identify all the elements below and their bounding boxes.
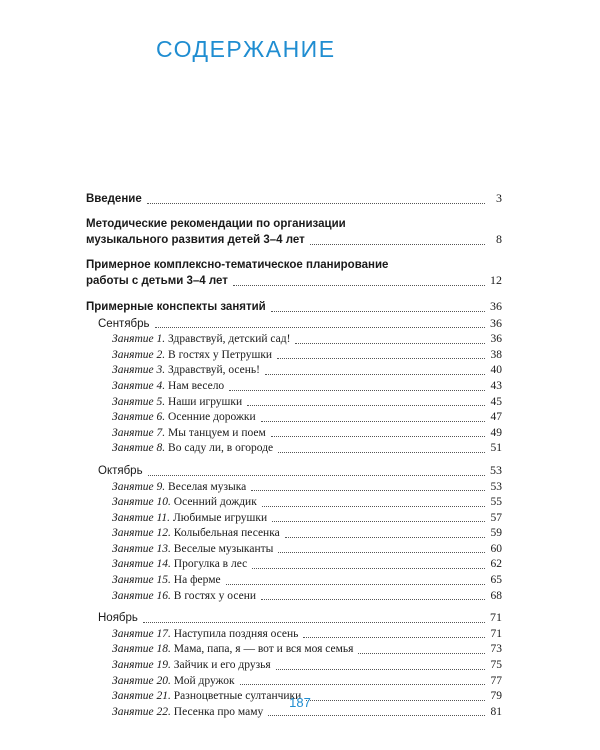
- dot-leader: [271, 435, 485, 437]
- toc-lesson[interactable]: [86, 395, 502, 411]
- dot-leader: [233, 284, 485, 286]
- table-of-contents: [86, 191, 502, 720]
- dot-leader: [278, 451, 485, 453]
- lesson-label: Занятие 6.: [112, 411, 166, 424]
- dot-leader: [265, 373, 485, 375]
- lesson-label: Занятие 5.: [112, 395, 166, 408]
- lesson-label: Занятие 14.: [112, 558, 171, 571]
- lesson-title: Осенний дождик: [173, 496, 257, 509]
- toc-lesson[interactable]: [86, 674, 502, 690]
- toc-month-september[interactable]: [86, 316, 502, 333]
- toc-page-number: 8: [496, 232, 502, 247]
- toc-page-number: 12: [490, 273, 502, 288]
- toc-month-name: Сентябрь: [98, 317, 150, 330]
- toc-page-number: 53: [490, 480, 502, 493]
- lesson-label: Занятие 13.: [112, 542, 171, 555]
- page-title: СОДЕРЖАНИЕ: [156, 36, 336, 62]
- lesson-label: Занятие 15.: [112, 574, 171, 587]
- toc-lesson[interactable]: [86, 332, 502, 348]
- toc-lesson[interactable]: [86, 658, 502, 674]
- lesson-label: Занятие 16.: [112, 589, 171, 602]
- lesson-label: Занятие 21.: [112, 690, 171, 703]
- page-number: 187: [289, 695, 311, 710]
- lesson-label: Занятие 17.: [112, 627, 171, 640]
- toc-section-planning[interactable]: [86, 258, 502, 290]
- toc-section-recommendations[interactable]: [86, 217, 502, 249]
- lesson-title: Во саду ли, в огороде: [168, 442, 274, 455]
- toc-page-number: 71: [490, 627, 502, 640]
- toc-month-november[interactable]: [86, 610, 502, 627]
- lesson-label: Занятие 22.: [112, 705, 171, 718]
- toc-section-title: Примерное комплексно-тематическое планирование: [86, 258, 389, 271]
- toc-page-number: 3: [496, 191, 502, 205]
- dot-leader: [251, 489, 485, 491]
- toc-lesson[interactable]: [86, 573, 502, 589]
- dot-leader: [285, 536, 485, 538]
- lesson-title: В гостях у осени: [173, 589, 257, 602]
- toc-section-title-cont: работы с детьми 3–4 лет: [86, 275, 228, 288]
- dot-leader: [143, 621, 485, 623]
- lesson-title: Здравствуй, осень!: [168, 364, 261, 377]
- toc-section-title: Введение: [86, 193, 142, 205]
- toc-page-number: 79: [490, 690, 502, 703]
- lesson-title: Веселые музыканты: [173, 542, 274, 555]
- dot-leader: [278, 551, 485, 553]
- dot-leader: [303, 636, 485, 638]
- toc-page-number: 65: [490, 574, 502, 587]
- toc-page-number: 51: [490, 442, 502, 455]
- toc-page-number: 71: [490, 610, 502, 625]
- toc-page-number: 36: [490, 315, 502, 330]
- toc-page-number: 68: [490, 589, 502, 602]
- toc-lesson[interactable]: [86, 480, 502, 496]
- toc-lesson[interactable]: [86, 557, 502, 573]
- lesson-title: Наступила поздняя осень: [173, 627, 299, 640]
- toc-lesson[interactable]: [86, 542, 502, 558]
- toc-page-number: 43: [490, 379, 502, 392]
- toc-page-number: 38: [490, 348, 502, 361]
- toc-lesson[interactable]: [86, 526, 502, 542]
- lesson-label: Занятие 1.: [112, 333, 166, 346]
- toc-month-name: Ноябрь: [98, 612, 138, 625]
- dot-leader: [261, 420, 485, 422]
- toc-page-number: 49: [490, 426, 502, 439]
- toc-page-number: 60: [490, 542, 502, 555]
- lesson-label: Занятие 18.: [112, 643, 171, 656]
- lesson-label: Занятие 7.: [112, 426, 166, 439]
- dot-leader: [272, 520, 485, 522]
- lesson-title: Зайчик и его друзья: [173, 659, 271, 672]
- lesson-title: В гостях у Петрушки: [168, 348, 273, 361]
- lesson-title: Мы танцуем и поем: [168, 426, 266, 439]
- lesson-title: Прогулка в лес: [173, 558, 248, 571]
- toc-page-number: 73: [490, 643, 502, 656]
- toc-lesson[interactable]: [86, 627, 502, 643]
- lesson-label: Занятие 12.: [112, 527, 171, 540]
- dot-leader: [358, 652, 485, 654]
- toc-section-title: Примерные конспекты занятий: [86, 300, 266, 313]
- toc-lesson[interactable]: [86, 589, 502, 605]
- toc-lesson[interactable]: [86, 348, 502, 364]
- toc-month-name: Октябрь: [98, 464, 143, 477]
- toc-page-number: 77: [490, 674, 502, 687]
- toc-lesson[interactable]: [86, 379, 502, 395]
- toc-lesson[interactable]: [86, 426, 502, 442]
- toc-page-number: 53: [490, 462, 502, 477]
- lesson-title: Наши игрушки: [168, 395, 243, 408]
- toc-page-number: 40: [490, 364, 502, 377]
- toc-page-number: 59: [490, 527, 502, 540]
- dot-leader: [310, 243, 485, 245]
- dot-leader: [240, 683, 485, 685]
- toc-lesson[interactable]: [86, 410, 502, 426]
- lesson-title: Мама, папа, я — вот и вся моя семья: [173, 643, 354, 656]
- toc-page-number: 47: [490, 411, 502, 424]
- toc-section-title-cont: музыкального развития детей 3–4 лет: [86, 234, 305, 247]
- dot-leader: [147, 202, 485, 204]
- lesson-label: Занятие 10.: [112, 496, 171, 509]
- lesson-title: На ферме: [173, 574, 221, 587]
- toc-section-introduction[interactable]: [86, 191, 502, 208]
- dot-leader: [229, 389, 485, 391]
- lesson-title: Мой дружок: [173, 674, 235, 687]
- dot-leader: [268, 714, 485, 716]
- lesson-label: Занятие 11.: [112, 511, 171, 524]
- toc-page-number: 36: [490, 333, 502, 346]
- toc-lesson[interactable]: [86, 441, 502, 457]
- toc-month-october[interactable]: [86, 463, 502, 480]
- lesson-label: Занятие 20.: [112, 674, 171, 687]
- dot-leader: [252, 567, 485, 569]
- toc-section-title: Методические рекомендации по организации: [86, 217, 346, 230]
- toc-page-number: 81: [490, 705, 502, 718]
- lesson-label: Занятие 8.: [112, 442, 166, 455]
- toc-section-lesson-plans[interactable]: [86, 299, 502, 316]
- dot-leader: [226, 583, 485, 585]
- dot-leader: [271, 310, 485, 312]
- toc-page-number: 57: [490, 511, 502, 524]
- toc-page-number: 55: [490, 496, 502, 509]
- toc-page-number: 75: [490, 659, 502, 672]
- dot-leader: [148, 474, 485, 476]
- dot-leader: [247, 404, 485, 406]
- dot-leader: [295, 342, 485, 344]
- dot-leader: [262, 505, 485, 507]
- lesson-title: Осенние дорожки: [168, 411, 256, 424]
- lesson-title: Нам весело: [168, 379, 225, 392]
- lesson-title: Колыбельная песенка: [173, 527, 280, 540]
- toc-page-number: 36: [490, 298, 502, 313]
- toc-lesson[interactable]: [86, 642, 502, 658]
- toc-page-number: 45: [490, 395, 502, 408]
- lesson-label: Занятие 3.: [112, 364, 166, 377]
- lesson-title: Здравствуй, детский сад!: [168, 333, 291, 346]
- lesson-label: Занятие 19.: [112, 659, 171, 672]
- dot-leader: [261, 598, 485, 600]
- lesson-label: Занятие 9.: [112, 480, 166, 493]
- toc-lesson[interactable]: [86, 511, 502, 527]
- lesson-title: Любимые игрушки: [172, 511, 268, 524]
- toc-lesson[interactable]: [86, 363, 502, 379]
- lesson-title: Песенка про маму: [173, 705, 264, 718]
- dot-leader: [276, 668, 485, 670]
- toc-page-number: 62: [490, 558, 502, 571]
- lesson-title: Веселая музыка: [168, 480, 247, 493]
- dot-leader: [277, 357, 485, 359]
- dot-leader: [155, 326, 485, 328]
- toc-lesson[interactable]: [86, 495, 502, 511]
- lesson-label: Занятие 2.: [112, 348, 166, 361]
- lesson-title: Разноцветные султанчики: [173, 690, 302, 703]
- lesson-label: Занятие 4.: [112, 379, 166, 392]
